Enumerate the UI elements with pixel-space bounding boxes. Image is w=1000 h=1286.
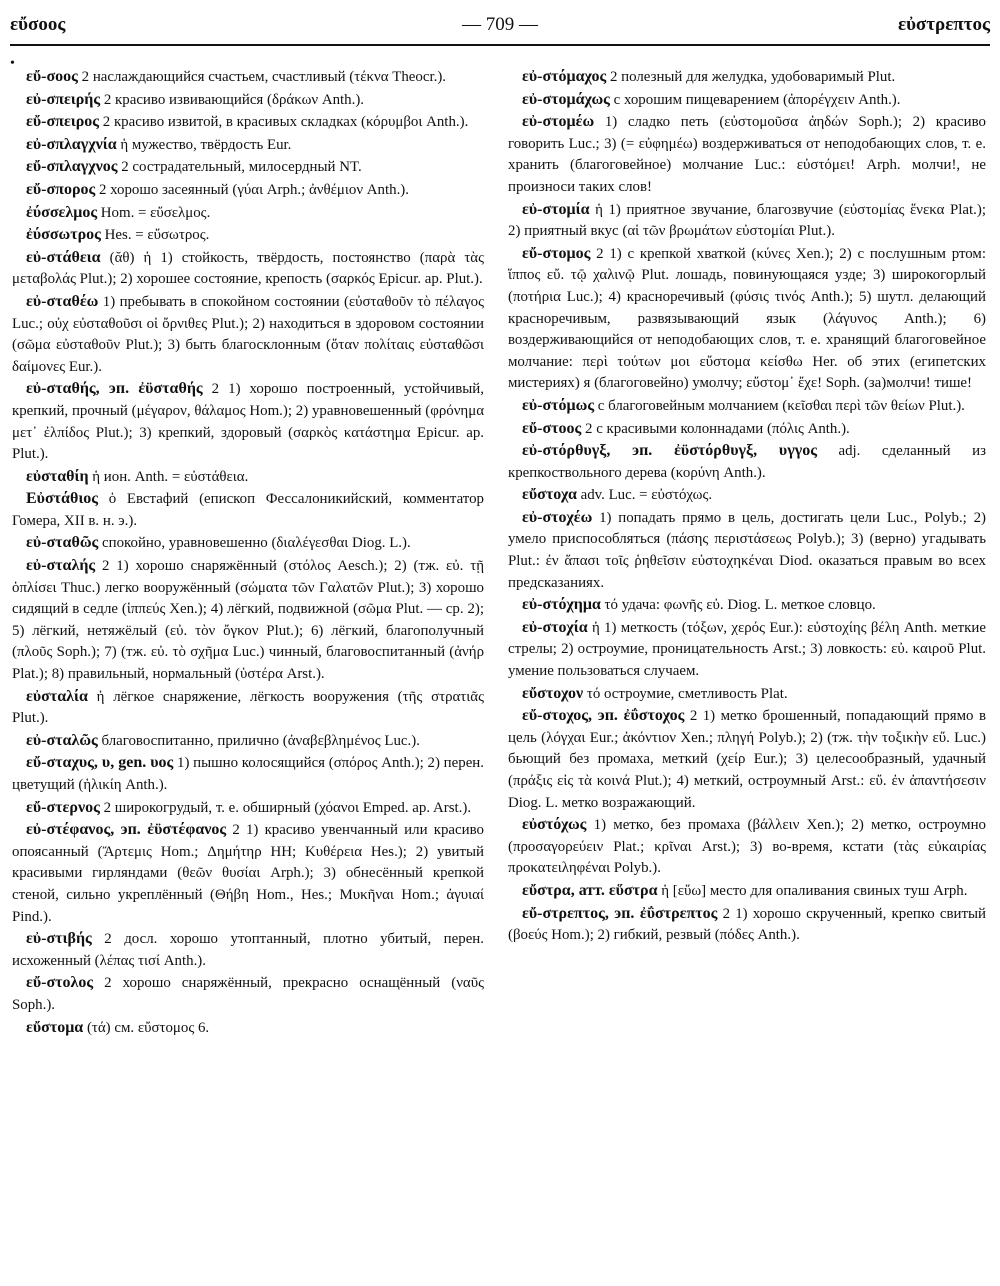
dictionary-entry: [508, 705, 986, 814]
entry-headword: εὔ-σπορος: [26, 180, 96, 198]
entry-definition: ἡ лёгкое снаряжение, лёгкость вооружения (τῆς στρατιᾶς Plut.).: [12, 688, 484, 727]
entry-definition: 2 сострадательный, милосердный NT.: [117, 159, 362, 176]
entry-definition: с хорошим пищеварением (ἀπορέγχειν Anth.).: [609, 91, 901, 108]
dictionary-entry: [12, 134, 484, 157]
entry-definition: 2 широкогрудый, т. е. обширный (χόανοι Emped. ap. Arst.).: [99, 799, 472, 816]
entry-headword: εὔ-στομος: [522, 244, 591, 262]
dictionary-entry: [508, 880, 986, 903]
dictionary-entry: [508, 440, 986, 484]
dictionary-entry: [12, 66, 484, 89]
dictionary-entry: [508, 484, 986, 507]
entry-definition: 1) попадать прямо в цель, достигать цели Luc., Polyb.; 2) умело приспособляться (πάσης περιστάσεως Polyb.); 3) (верно) угадывать Plut.: ἐν ἅπασι τοῖς ῥηθεῖσιν εὐστοχηκέναι Diod. оказаться правым во всех предсказаниях.: [508, 509, 986, 591]
dictionary-entry: [12, 686, 484, 730]
entry-definition: с благоговейным молчанием (κεῖσθαι περὶ τῶν θείων Plut.).: [594, 397, 965, 414]
entry-definition: 2 хорошо засеянный (γύαι Arph.; ἀνθέμιον Anth.).: [95, 181, 409, 198]
dictionary-entry: [12, 972, 484, 1016]
entry-definition: ἡ ион. Anth. = εὐστάθεια.: [88, 468, 249, 485]
dictionary-entry: [508, 683, 986, 706]
entry-headword: εὔ-στοος: [522, 419, 582, 437]
entry-headword: εὔ-στοχος, эп. ἐΰστοχος: [522, 707, 685, 725]
entry-headword: εὔ-σταχυς, υ, gen. υος: [26, 754, 174, 772]
dictionary-entry: [12, 224, 484, 247]
entry-headword: εὔ-στολος: [26, 974, 94, 992]
right-column: [508, 66, 986, 1278]
entry-definition: 2 1) хорошо скрученный, крепко свитый (βοεύς Hom.); 2) гибкий, резвый (πόδες Anth.).: [508, 905, 986, 944]
dictionary-entry: [12, 1017, 484, 1040]
entry-headword: εὐ-στόρθυγξ, эп. ἐϋστόρθυγξ, υγγος: [522, 442, 817, 460]
entry-headword: εὐ-στόχημα: [522, 596, 601, 614]
dictionary-entry: [12, 730, 484, 753]
dictionary-entry: [12, 202, 484, 225]
entry-headword: εὐ-στοχία: [522, 618, 588, 636]
entry-definition: 1) пышно колосящийся (σπόρος Anth.); 2) перен. цветущий (ἡλικίη Anth.).: [12, 755, 484, 793]
entry-headword: εὐ-στομέω: [522, 113, 595, 131]
dictionary-entry: [12, 488, 484, 532]
entry-definition: 2 1) с крепкой хваткой (κύνες Xen.); 2) с послушным ртом: ἵππος εὔ. τῷ χαλινῷ Plut. лошадь, повинующаяся узде; 3) широкогорлый (ποτήρια Luc.); 4) красноречивый (φύσις τινός Anth.); 5) шутл. делающий красноречивым, развязывающий язык (λάγυνος Anth.); 6) воздерживающийся от неподобающих слов, т. е. хранящий благоговейное молчание: περὶ τούτων μοι εὔστομα κείσθω Her. об этих (египетских мистериях) я (благоговейно) умолчу; εὔστομ᾽ ἔχε! Soph. (за)молчи! тише!: [508, 245, 986, 392]
entry-definition: (τά) см. εὔστομος 6.: [83, 1019, 210, 1036]
entry-headword: εὐ-σπλαγχνία: [26, 135, 117, 153]
entry-headword: εὔστοχα: [522, 486, 577, 504]
entry-headword: εὔστοχον: [522, 684, 584, 702]
dictionary-entry: [508, 507, 986, 594]
entry-definition: 1) метко, без промаха (βάλλειν Xen.); 2) метко, остроумно (προσαγορεύειν Plat.; κρῖναι Arst.); 3) во-время, кстати (τὰς εὐκαιρίας προκατειληφέναι Polyb.).: [508, 817, 986, 877]
entry-definition: Hom. = εὔσελμος.: [97, 204, 211, 221]
entry-headword: ἐύσσωτρος: [26, 226, 101, 244]
dictionary-entry: [12, 532, 484, 555]
entry-headword: ἐύσσελμος: [26, 203, 98, 221]
entry-headword: εὐ-στόμως: [522, 396, 595, 414]
entry-headword: εὐ-στομία: [522, 200, 590, 218]
entry-headword: εὐσταθίη: [26, 467, 89, 485]
dictionary-entry: [12, 928, 484, 972]
entry-definition: 2 хорошо снаряжённый, прекрасно оснащённый (ναῦς Soph.).: [12, 975, 484, 1013]
dictionary-entry: [508, 594, 986, 617]
dictionary-entry: [12, 179, 484, 202]
entry-definition: ἡ [εὕω] место для опаливания свиных туш Arph.: [657, 882, 968, 899]
dictionary-entry: [12, 291, 484, 378]
entry-definition: (ᾰθ) ἡ 1) стойкость, твёрдость, постоянство (παρὰ τὰς μεταβολάς Plut.); 2) хорошее состояние, крепость (σαρκός Epicur. ap. Plut.).: [12, 249, 484, 288]
entry-definition: 2 1) хорошо построенный, устойчивый, крепкий, прочный (μέγαρον, θάλαμος Hom.); 2) уравновешенный (φρόνημα μετ᾽ ἐλπίδος Plut.); 3) крепкий, здоровый (σαρκὸς κατάστημα Epicur. ap. Plut.).: [12, 381, 484, 463]
dictionary-entry: [12, 156, 484, 179]
entry-definition: 1) пребывать в спокойном состоянии (εὐσταθοῦν τὸ πέλαγος Luc.; οὐχ εὐσταθοῦσι οἱ ὄρνιθες Plut.); 2) находиться в здоровом состоянии (σῶμα εὐσταθοῦν Plut.); 3) быть благосклонным (ὅταν πολίταις εὐσταθῶσι δαίμονες Eur.).: [12, 293, 484, 375]
entry-definition: ἡ 1) приятное звучание, благозвучие (εὐστομίας ἕνεκα Plat.); 2) приятный вкус (αἱ τῶν βρωμάτων εὐστομίαι Plut.).: [508, 201, 986, 240]
dictionary-entry: [12, 819, 484, 928]
dictionary-entry: [12, 378, 484, 465]
entry-headword: εὔστομα: [26, 1018, 84, 1036]
entry-definition: adv. Luc. = εὐστόχως.: [576, 487, 713, 504]
entry-definition: 2 красиво извивающийся (δράκων Anth.).: [100, 91, 365, 108]
dictionary-entry: [508, 111, 986, 198]
header-rule: [10, 44, 990, 46]
entry-headword: εὐ-στόμαχος: [522, 68, 607, 85]
left-column: [12, 66, 484, 1278]
entry-headword: εὐ-στέφανος, эп. ἐϋστέφανος: [26, 821, 227, 839]
entry-definition: ἡ мужество, твёрдость Eur.: [116, 136, 292, 153]
header-left-word: εὔσοος: [10, 14, 66, 35]
dictionary-entry: [12, 89, 484, 112]
entry-headword: εὐ-σπειρής: [26, 90, 101, 108]
dictionary-entry: [508, 418, 986, 441]
dictionary-entry: [508, 243, 986, 395]
entry-headword: εὔ-σπλαγχνος: [26, 158, 118, 176]
entry-headword: εὔ-σπειρος: [26, 113, 100, 131]
entry-headword: εὔ-στρεπτος, эп. ἐΰστρεπτος: [522, 904, 718, 922]
entry-definition: спокойно, уравновешенно (διαλέγεσθαι Diog. L.).: [98, 535, 411, 552]
entry-definition: τό остроумие, сметливость Plat.: [583, 685, 788, 702]
dictionary-entry: [12, 247, 484, 291]
entry-definition: 2 с красивыми колоннадами (πόλις Anth.).: [581, 420, 850, 437]
entry-headword: εὐ-στιβής: [26, 930, 92, 948]
dictionary-entry: [508, 66, 986, 89]
entry-definition: 2 1) хорошо снаряжённый (στόλος Aesch.); 2) (тж. εὐ. τῇ ὁπλίσει Thuc.) легко вооружённый (σώματα τῶν Γαλατῶν Plut.); 3) хорошо сидящий в седле (ἱππεύς Xen.); 4) лёгкий, подвижной (σῶμα Plut. — ср. 2); 5) лёгкий, нетяжёлый (εὐ. τὸν ὄγκον Plut.); 6) лёгкий, благополучный (πλοῦς Soph.); 7) (тж. εὐ. τὸ σχῆμα Luc.) чинный, благовоспитанный (ἀνήρ Plat.); 8) правильный, нормальный (ὑστέρα Arst.).: [12, 558, 484, 683]
dictionary-entry: [508, 395, 986, 418]
entry-headword: εὔ-στερνος: [26, 798, 100, 816]
entry-definition: 2 1) метко брошенный, попадающий прямо в цель (λόγχαι Eur.; ἀκόντιον Xen.; πληγή Polyb.); 2) (тж. τὴν τοξικὴν εὔ. Luc.) бьющий без промаха, меткий (χείρ Eur.); 3) целесообразный, удачный (πράξις εἰς τὰ κοινά Plut.); 4) меткий, остроумный Arst.: εὔ. ἐν ἀπαντήσεσιν Diog. L. метко возражающий.: [508, 708, 986, 811]
page-number: — 709 —: [462, 14, 538, 35]
entry-headword: εὐσταλία: [26, 687, 88, 705]
entry-definition: adj. сделанный из крепкоствольного дерева (κορύνη Anth.).: [508, 443, 986, 481]
entry-headword: εὐ-στάθεια: [26, 248, 101, 266]
entry-definition: 2 досл. хорошо утоптанный, плотно убитый, перен. исхоженный (λέπας τισί Anth.).: [12, 931, 484, 969]
entry-headword: εὐ-σταλῶς: [26, 731, 98, 749]
entry-headword: εὐ-σταθής, эп. ἐϋσταθής: [26, 380, 203, 398]
entry-definition: ἡ 1) меткость (τόξων, χερός Eur.): εὐστοχίης βέλη Anth. меткие стрелы; 2) остроумие, проницательность Arst.; 3) ловкость: εὐ. καιροῦ Plut. умение пользоваться случаем.: [508, 619, 986, 680]
entry-definition: 2 полезный для желудка, удобоваримый Plut.: [606, 69, 896, 85]
entry-headword: εὔ-σοος: [26, 68, 78, 85]
header-right-word: εὐστρεπτος: [897, 14, 990, 35]
entry-definition: 2 красиво извитой, в красивых складках (κόρυμβοι Anth.).: [99, 114, 469, 131]
dictionary-entry: [12, 752, 484, 796]
margin-dot: •: [10, 56, 15, 71]
page-header: [10, 10, 990, 40]
dictionary-entry: [508, 199, 986, 243]
dictionary-entry: [12, 466, 484, 489]
dictionary-entry: [12, 555, 484, 686]
entry-headword: εὐ-στοχέω: [522, 508, 593, 526]
entry-definition: ὁ Евстафий (епископ Фессалоникийский, комментатор Гомера, XII в. н. э.).: [12, 491, 484, 529]
entry-definition: Hes. = εὔσωτρος.: [100, 227, 210, 244]
dictionary-entry: [12, 111, 484, 134]
entry-definition: 2 1) красиво увенчанный или красиво опоясанный (Ἄρτεμις Hom.; Δημήτηρ HH; Κυθέρεια Hes.); 2) увитый красивыми гирляндами (θεῶν θυσίαι Arph.); 3) обнесённый крепкой стеной, сильно укреплённый (Θήβη Hom., Hes.; Μυκῆναι Hom.; ἀγυιαί Pind.).: [12, 822, 484, 925]
dictionary-entry: [508, 903, 986, 947]
entry-headword: εὐ-σταθέω: [26, 292, 99, 310]
entry-headword: εὐστόχως: [522, 816, 587, 834]
entry-headword: εὐ-στομάχως: [522, 90, 610, 108]
entry-headword: εὐ-σταλής: [26, 557, 96, 575]
entry-definition: 1) сладко петь (εὐστομοῦσα ἀηδών Soph.); 2) красиво говорить Luc.; 3) (= εὐφημέω) воздерживаться от неподобающих слов, т. е. хранить (благоговейное) молчание Luc.: εὐστόμει! Arph. молчи!, не произноси таких слов!: [508, 114, 986, 195]
dictionary-entry: [508, 617, 986, 683]
entry-definition: 2 наслаждающийся счастьем, счастливый (τέκνα Theocr.).: [77, 69, 446, 85]
entry-definition: τό удача: φωνῆς εὐ. Diog. L. меткое словцо.: [600, 597, 876, 614]
entry-definition: благовоспитанно, прилично (ἀναβεβλημένος Luc.).: [97, 732, 420, 749]
entry-headword: εὔστρα, атт. εὕστρα: [522, 881, 658, 899]
dictionary-entry: [508, 814, 986, 880]
dictionary-entry: [12, 797, 484, 820]
entry-headword: εὐ-σταθῶς: [26, 534, 99, 552]
dictionary-entry: [508, 89, 986, 112]
entry-headword: Εὐστάθιος: [26, 490, 99, 508]
